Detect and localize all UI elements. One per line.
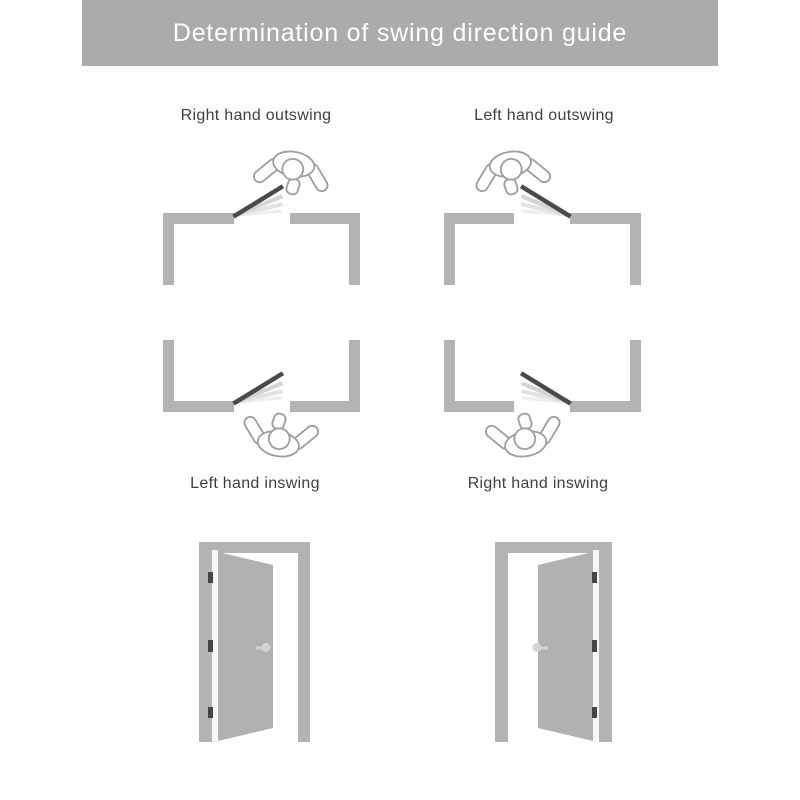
- label-right-hand-inswing: Right hand inswing: [467, 475, 609, 492]
- hinge-icon: [592, 572, 597, 583]
- open-door-left-hinge-illustration: [190, 535, 320, 750]
- right-hand-inswing-diagram: [437, 330, 647, 490]
- left-hand-inswing-diagram: [157, 330, 367, 490]
- open-door-right-hinge-illustration: [478, 535, 618, 750]
- left-hand-outswing-diagram: [437, 130, 647, 290]
- header-banner: [82, 0, 718, 66]
- hinge-icon: [208, 640, 213, 652]
- label-left-hand-outswing: Left hand outswing: [474, 107, 614, 124]
- page-title: Determination of swing direction guide: [172, 18, 628, 47]
- hinge-icon: [208, 707, 213, 718]
- right-hand-outswing-diagram: [157, 130, 367, 290]
- hinge-icon: [208, 572, 213, 583]
- hinge-icon: [592, 640, 597, 652]
- door-frame-right-jamb: [298, 542, 310, 742]
- label-left-hand-inswing: Left hand inswing: [190, 475, 320, 492]
- hinge-icon: [592, 707, 597, 718]
- door-frame-right-jamb: [599, 542, 612, 742]
- label-right-hand-outswing: Right hand outswing: [180, 107, 332, 124]
- door-frame-left-jamb: [495, 542, 508, 742]
